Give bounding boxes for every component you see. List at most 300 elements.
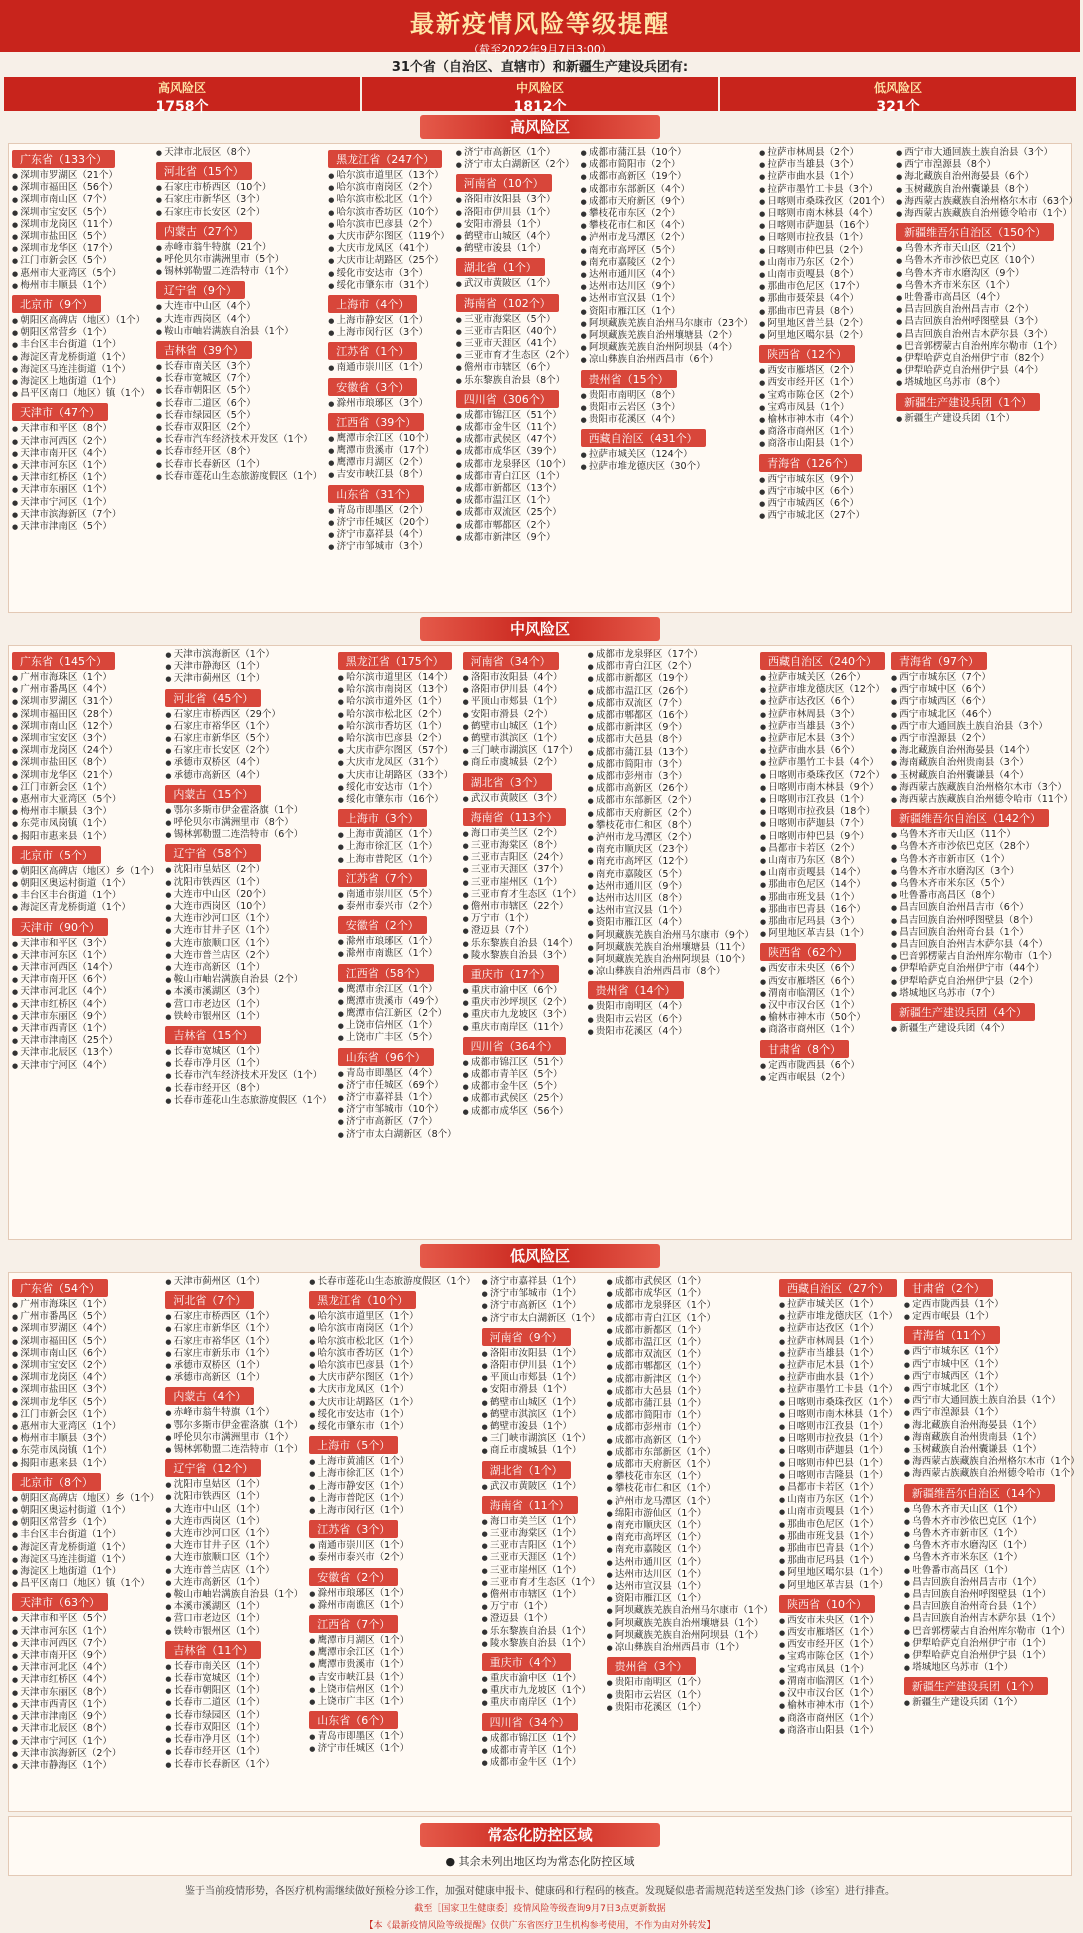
area-item: ● 成都市高新区（19个） <box>581 171 753 183</box>
area-item: ● 日喀则市桑珠孜区（201个） <box>759 196 890 208</box>
area-item: ● 伊犁哈萨克自治州伊宁市（1个） <box>904 1638 1080 1650</box>
area-item: ● 泸州市龙马潭区（1个） <box>607 1496 773 1508</box>
area-item: ● 滁州市南谯区（1个） <box>338 948 457 960</box>
area-item: ● 巴音郭楞蒙古自治州库尔勒市（1个） <box>896 341 1078 353</box>
area-item: ● 新疆生产建设兵团（1个） <box>904 1697 1080 1709</box>
area-item: ● 海淀区上地街道（1个） <box>12 1566 159 1578</box>
province-header: 河北省（7个） <box>165 1291 254 1309</box>
province-header: 江苏省（7个） <box>338 869 427 887</box>
area-item: ● 鹤壁市山城区（4个） <box>456 231 575 243</box>
province-header: 四川省（306个） <box>456 390 559 408</box>
area-item: ● 乌鲁木齐市水磨沟区（1个） <box>904 1540 1080 1552</box>
area-item: ● 济宁市任城区（20个） <box>328 517 449 529</box>
area-item: ● 鹤壁市浚县（1个） <box>482 1421 601 1433</box>
scope-text: 31个省（自治区、直辖市）和新疆生产建设兵团有: <box>391 60 689 75</box>
area-item: ● 长春市绿园区（5个） <box>156 410 322 422</box>
area-item: ● 洛阳市汝阳县（4个） <box>463 672 582 684</box>
area-item: ● 赤峰市翁牛特旗（21个） <box>156 242 322 254</box>
area-item: ● 长春市经开区（1个） <box>165 1746 303 1758</box>
area-item: ● 西安市未央区（1个） <box>779 1615 898 1627</box>
area-item: ● 阿坝藏族羌族自治州壤塘县（11个） <box>588 942 754 954</box>
area-item: ● 朝阳区常营乡（1个） <box>12 327 150 339</box>
area-item: ● 成都市新津区（1个） <box>607 1374 773 1386</box>
area-item: ● 三亚市崖州区（1个） <box>482 1565 601 1577</box>
area-item: ● 绥化市安达市（3个） <box>328 268 449 280</box>
area-item: ● 哈尔滨市香坊区（10个） <box>328 207 449 219</box>
area-item: ● 成都市东部新区（4个） <box>581 184 753 196</box>
province-header: 天津市（90个） <box>12 918 108 936</box>
province-header: 海南省（113个） <box>463 808 566 826</box>
area-item: ● 泸州市龙马潭区（2个） <box>581 232 753 244</box>
province-header: 内蒙古（27个） <box>156 222 252 240</box>
summary-low <box>720 77 1076 115</box>
province-header: 北京市（5个） <box>12 846 101 864</box>
area-item: ● 大连市西岗区（10个） <box>165 901 331 913</box>
area-item: ● 营口市老边区（1个） <box>165 999 331 1011</box>
area-item: ● 攀枝花市仁和区（1个） <box>607 1483 773 1495</box>
area-item: ● 天津市宁河区（1个） <box>12 1736 159 1748</box>
area-item: ● 济宁市嘉祥县（4个） <box>328 529 449 541</box>
area-item: ● 吐鲁番市高昌区（4个） <box>896 292 1078 304</box>
area-item: ● 昌平区南口（地区）镇（1个） <box>12 1578 159 1590</box>
area-item: ● 重庆市九龙坡区（1个） <box>482 1685 601 1697</box>
province-header: 江苏省（3个） <box>309 1520 398 1538</box>
section-title-low: 低风险区 <box>420 1244 660 1268</box>
area-item: ● 三亚市海棠区（5个） <box>456 314 575 326</box>
area-item: ● 鹰潭市贵溪市（1个） <box>309 1659 475 1671</box>
area-item: ● 上饶市广丰区（1个） <box>309 1696 475 1708</box>
area-item: ● 鄂尔多斯市伊金霍洛旗（1个） <box>165 1420 303 1432</box>
summary-label: 中风险区 <box>515 81 564 95</box>
province-header: 贵州省（14个） <box>588 981 684 999</box>
area-item: ● 沈阳市铁西区（1个） <box>165 877 331 889</box>
area-item: ● 平顶山市郏县（1个） <box>482 1372 601 1384</box>
region-column <box>604 1273 776 1775</box>
area-item: ● 南通市崇川区（1个） <box>309 1540 475 1552</box>
area-item: ● 长春市二道区（1个） <box>165 1697 303 1709</box>
area-item: ● 天津市西青区（1个） <box>12 1699 159 1711</box>
section-title-normal: 常态化防控区域 <box>420 1823 660 1847</box>
area-item: ● 乐东黎族自治县（1个） <box>482 1626 601 1638</box>
area-item: ● 天津市北辰区（8个） <box>12 1723 159 1735</box>
area-item: ● 赤峰市翁牛特旗（1个） <box>165 1407 303 1419</box>
area-item: ● 伊犁哈萨克自治州伊宁市（44个） <box>891 963 1073 975</box>
area-item: ● 大连市中山区（20个） <box>165 889 331 901</box>
area-item: ● 昌吉回族自治州呼图壁县（1个） <box>904 1589 1080 1601</box>
area-item: ● 三亚市育才生态区（1个） <box>463 889 582 901</box>
area-item: ● 乌鲁木齐市米东区（1个） <box>896 280 1078 292</box>
area-item: ● 济宁市高新区（1个） <box>482 1300 601 1312</box>
area-item: ● 日喀则市江孜县（1个） <box>760 794 885 806</box>
area-item: ● 阿里地区革吉县（1个） <box>779 1580 898 1592</box>
province-header: 广东省（133个） <box>12 150 115 168</box>
area-item: ● 重庆市九龙坡区（3个） <box>463 1009 582 1021</box>
province-header: 北京市（9个） <box>12 295 101 313</box>
area-item: ● 达州市通川区（9个） <box>588 881 754 893</box>
province-header: 新疆生产建设兵团（1个） <box>904 1677 1048 1695</box>
province-header: 江西省（39个） <box>328 413 424 431</box>
area-item: ● 鹤壁市山城区（1个） <box>463 721 582 733</box>
area-item: ● 南充市顺庆区（23个） <box>588 844 754 856</box>
area-item: ● 丰台区丰台街道（1个） <box>12 890 159 902</box>
area-item: ● 深圳市龙华区（17个） <box>12 243 150 255</box>
area-item: ● 西安市未央区（6个） <box>760 963 885 975</box>
province-header: 内蒙古（4个） <box>165 1387 254 1405</box>
area-item: ● 西宁市城中区（6个） <box>891 684 1073 696</box>
area-item: ● 拉萨市曲水县（1个） <box>779 1372 898 1384</box>
area-item: ● 成都市双流区（25个） <box>456 507 575 519</box>
area-item: ● 上海市闵行区（1个） <box>309 1505 475 1517</box>
area-item: ● 日喀则市吉隆县（1个） <box>779 1470 898 1482</box>
area-item: ● 大连市普兰店区（1个） <box>165 1565 303 1577</box>
area-item: ● 深圳市南山区（7个） <box>12 194 150 206</box>
area-item: ● 日喀则市仲巴县（9个） <box>760 831 885 843</box>
region-column <box>585 646 757 1144</box>
area-item: ● 昌吉回族自治州奇台县（1个） <box>904 1601 1080 1613</box>
area-item: ● 天津市河西区（14个） <box>12 962 159 974</box>
area-item: ● 天津市宁河区（1个） <box>12 497 150 509</box>
area-item: ● 山南市贡嘎县（8个） <box>759 269 890 281</box>
area-item: ● 承德市双桥区（4个） <box>165 757 331 769</box>
area-item: ● 上海市静安区（1个） <box>309 1481 475 1493</box>
area-item: ● 贵阳市花溪区（1个） <box>607 1702 773 1714</box>
area-item: ● 石家庄市长安区（2个） <box>165 745 331 757</box>
area-item: ● 山南市乃东区（2个） <box>759 257 890 269</box>
area-item: ● 天津市和平区（5个） <box>12 1613 159 1625</box>
area-item: ● 拉萨市堆龙德庆区（1个） <box>779 1311 898 1323</box>
area-item: ● 成都市新都区（13个） <box>456 483 575 495</box>
area-item: ● 那曲市尼玛县（3个） <box>760 916 885 928</box>
area-item: ● 澄迈县（7个） <box>463 925 582 937</box>
area-item: ● 铁岭市银州区（1个） <box>165 1011 331 1023</box>
area-item: ● 贵阳市南明区（8个） <box>581 390 753 402</box>
area-item: ● 大庆市萨尔图区（1个） <box>309 1372 475 1384</box>
area-item: ● 贵阳市云岩区（6个） <box>588 1014 754 1026</box>
area-item: ● 那曲市巴青县（16个） <box>760 904 885 916</box>
area-item: ● 成都市双流区（1个） <box>607 1349 773 1361</box>
area-item: ● 济宁市任城区（69个） <box>338 1080 457 1092</box>
area-item: ● 大庆市萨尔图区（119个） <box>328 231 449 243</box>
area-item: ● 长春市经开区（8个） <box>156 446 322 458</box>
area-item: ● 天津市红桥区（4个） <box>12 999 159 1011</box>
province-header: 天津市（63个） <box>12 1593 108 1611</box>
region-column <box>901 1273 1083 1775</box>
area-item: ● 西宁市城中区（6个） <box>759 486 890 498</box>
area-item: ● 拉萨市林周县（2个） <box>759 147 890 159</box>
area-item: ● 儋州市市辖区（22个） <box>463 901 582 913</box>
area-item: ● 泰州市泰兴市（2个） <box>338 901 457 913</box>
high-risk-section <box>8 143 1079 613</box>
area-item: ● 绥化市安达市（1个） <box>338 782 457 794</box>
area-item: ● 商洛市山阳县（1个） <box>759 438 890 450</box>
area-item: ● 资阳市雁江区（1个） <box>581 306 753 318</box>
area-item: ● 成都市蒲江县（1个） <box>607 1398 773 1410</box>
area-item: ● 成都市大邑县（8个） <box>588 734 754 746</box>
area-item: ● 日喀则市萨迦县（7个） <box>760 818 885 830</box>
area-item: ● 拉萨市墨竹工卡县（3个） <box>759 184 890 196</box>
area-item: ● 重庆市南岸区（11个） <box>463 1022 582 1034</box>
area-item: ● 资阳市雁江区（4个） <box>588 917 754 929</box>
area-item: ● 南充市嘉陵区（1个） <box>607 1544 773 1556</box>
province-header: 贵州省（15个） <box>581 370 677 388</box>
area-item: ● 天津市红桥区（1个） <box>12 472 150 484</box>
area-item: ● 拉萨市墨竹工卡县（4个） <box>760 757 885 769</box>
area-item: ● 朝阳区奥运村街道（1个） <box>12 1505 159 1517</box>
area-item: ● 长春市净月区（1个） <box>165 1734 303 1746</box>
area-item: ● 江门市新会区（1个） <box>12 1409 159 1421</box>
area-item: ● 绥化市安达市（1个） <box>309 1409 475 1421</box>
region-column <box>9 1273 162 1775</box>
area-item: ● 日喀则市南木林县（9个） <box>760 782 885 794</box>
area-item: ● 汉中市汉台区（1个） <box>760 1000 885 1012</box>
area-item: ● 攀枝花市东区（1个） <box>607 1471 773 1483</box>
area-item: ● 长春市朝阳区（5个） <box>156 385 322 397</box>
summary-label: 低风险区 <box>873 81 922 95</box>
area-item: ● 海淀区马连洼街道（1个） <box>12 1554 159 1566</box>
area-item: ● 天津市河西区（7个） <box>12 1638 159 1650</box>
area-item: ● 三亚市天涯区（37个） <box>463 864 582 876</box>
area-item: ● 成都市双流区（7个） <box>588 698 754 710</box>
region-column <box>757 646 888 1144</box>
area-item: ● 天津市和平区（8个） <box>12 423 150 435</box>
area-item: ● 昌都市卡若区（2个） <box>760 843 885 855</box>
area-item: ● 成都市新都区（19个） <box>588 673 754 685</box>
area-item: ● 天津市东丽区（1个） <box>12 484 150 496</box>
area-item: ● 鹤壁市浚县（1个） <box>456 243 575 255</box>
area-item: ● 乌鲁木齐市沙依巴克区（28个） <box>891 841 1073 853</box>
area-item: ● 西宁市城西区（6个） <box>759 498 890 510</box>
area-item: ● 洛阳市伊川县（1个） <box>482 1360 601 1372</box>
area-item: ● 南充市高坪区（5个） <box>581 245 753 257</box>
area-item: ● 天津市滨海新区（1个） <box>165 649 331 661</box>
area-item: ● 重庆市南岸区（1个） <box>482 1697 601 1709</box>
area-item: ● 哈尔滨市道里区（1个） <box>309 1311 475 1323</box>
area-item: ● 日喀则市江孜县（1个） <box>779 1421 898 1433</box>
area-item: ● 鹤壁市淇滨区（1个） <box>482 1409 601 1421</box>
area-item: ● 天津市北辰区（13个） <box>12 1047 159 1059</box>
area-item: ● 西安市雁塔区（1个） <box>779 1627 898 1639</box>
area-item: ● 山南市贡嘎县（1个） <box>779 1506 898 1518</box>
region-column <box>578 144 756 556</box>
area-item: ● 陵水黎族自治县（1个） <box>482 1638 601 1650</box>
province-header: 上海市（3个） <box>338 809 427 827</box>
area-item: ● 西安市雁塔区（6个） <box>760 976 885 988</box>
area-item: ● 贵阳市南明区（4个） <box>588 1001 754 1013</box>
province-header: 河南省（34个） <box>463 652 559 670</box>
area-item: ● 济宁市太白湖新区（2个） <box>456 159 575 171</box>
province-header: 新疆生产建设兵团（1个） <box>896 393 1040 411</box>
normal-zone-section <box>8 1816 1072 1876</box>
area-item: ● 大连市沙河口区（1个） <box>165 1528 303 1540</box>
area-item: ● 阿坝藏族羌族自治州壤塘县（1个） <box>607 1618 773 1630</box>
area-item: ● 成都市天府新区（1个） <box>607 1459 773 1471</box>
area-item: ● 广州市番禺区（4个） <box>12 684 159 696</box>
area-item: ● 玉树藏族自治州囊谦县（4个） <box>891 770 1073 782</box>
area-item: ● 绥化市肇东市（16个） <box>338 794 457 806</box>
area-item: ● 重庆市渝中区（1个） <box>482 1673 601 1685</box>
province-header: 辽宁省（12个） <box>165 1459 261 1477</box>
area-item: ● 日喀则市拉孜县（1个） <box>759 232 890 244</box>
normal-zone-text: ● 其余未列出地区均为常态化防控区域 <box>445 1855 635 1868</box>
province-header: 安徽省（2个） <box>309 1568 398 1586</box>
area-item: ● 天津市静海区（1个） <box>165 661 331 673</box>
area-item: ● 洛阳市伊川县（4个） <box>463 684 582 696</box>
area-item: ● 伊犁哈萨克自治州伊宁市（82个） <box>896 353 1078 365</box>
area-item: ● 长春市双阳区（1个） <box>165 1722 303 1734</box>
province-header: 青海省（97个） <box>891 652 987 670</box>
columns <box>9 646 1071 1144</box>
area-item: ● 阿里地区噶尔县（2个） <box>759 330 890 342</box>
area-item: ● 哈尔滨市香坊区（1个） <box>338 721 457 733</box>
area-item: ● 成都市成华区（39个） <box>456 446 575 458</box>
area-item: ● 昌吉回族自治州吉木萨尔县（3个） <box>896 329 1078 341</box>
province-header: 重庆市（17个） <box>463 965 559 983</box>
area-item: ● 那曲市色尼区（14个） <box>760 879 885 891</box>
area-item: ● 昌吉回族自治州呼图壁县（3个） <box>896 316 1078 328</box>
area-item: ● 吉安市峡江县（1个） <box>309 1672 475 1684</box>
area-item: ● 大连市高新区（1个） <box>165 962 331 974</box>
area-item: ● 深圳市福田区（56个） <box>12 182 150 194</box>
area-item: ● 深圳市盐田区（3个） <box>12 1384 159 1396</box>
area-item: ● 长春市汽车经济技术开发区（1个） <box>165 1070 331 1082</box>
area-item: ● 玉树藏族自治州囊谦县（1个） <box>904 1444 1080 1456</box>
area-item: ● 石家庄市桥西区（29个） <box>165 709 331 721</box>
source-note: 截至［国家卫生健康委］疫情风险等级查询9月7日3点更新数据 <box>414 1904 666 1914</box>
area-item: ● 那曲市色尼区（17个） <box>759 281 890 293</box>
area-item: ● 昌吉回族自治州昌吉市（1个） <box>904 1577 1080 1589</box>
area-item: ● 成都市简阳市（3个） <box>588 759 754 771</box>
region-column <box>756 144 893 556</box>
area-item: ● 滁州市琅琊区（1个） <box>309 1588 475 1600</box>
area-item: ● 上海市普陀区（1个） <box>338 854 457 866</box>
area-item: ● 日喀则市拉孜县（1个） <box>779 1433 898 1445</box>
area-item: ● 天津市蓟州区（1个） <box>165 673 331 685</box>
area-item: ● 新疆生产建设兵团（1个） <box>896 413 1078 425</box>
area-item: ● 三亚市海棠区（8个） <box>463 840 582 852</box>
area-item: ● 成都市郫都区（1个） <box>607 1361 773 1373</box>
area-item: ● 天津市津南区（5个） <box>12 521 150 533</box>
area-item: ● 深圳市罗湖区（4个） <box>12 1323 159 1335</box>
area-item: ● 达州市通川区（4个） <box>581 269 753 281</box>
area-item: ● 商丘市虞城县（1个） <box>482 1445 601 1457</box>
region-column <box>888 646 1076 1144</box>
region-column <box>460 646 585 1144</box>
mid-risk-section <box>8 645 1072 1240</box>
area-item: ● 大连市甘井子区（1个） <box>165 925 331 937</box>
area-item: ● 天津市东丽区（9个） <box>12 1011 159 1023</box>
area-item: ● 大连市西岗区（1个） <box>165 1516 303 1528</box>
province-header: 陕西省（10个） <box>779 1595 875 1613</box>
area-item: ● 鹰潭市贵溪市（49个） <box>338 996 457 1008</box>
area-item: ● 日喀则市桑珠孜区（72个） <box>760 770 885 782</box>
area-item: ● 拉萨市当雄县（3个） <box>760 721 885 733</box>
area-item: ● 渭南市临渭区（1个） <box>779 1676 898 1688</box>
region-column <box>453 144 578 556</box>
area-item: ● 上海市徐汇区（1个） <box>338 841 457 853</box>
area-item: ● 伊犁哈萨克自治州伊宁县（4个） <box>896 365 1078 377</box>
area-item: ● 深圳市罗湖区（31个） <box>12 696 159 708</box>
area-item: ● 泰州市泰兴市（2个） <box>309 1552 475 1564</box>
area-item: ● 海北藏族自治州海晏县（14个） <box>891 745 1073 757</box>
area-item: ● 凉山彝族自治州西昌市（6个） <box>581 354 753 366</box>
area-item: ● 成都市锦江区（51个） <box>463 1057 582 1069</box>
area-item: ● 西宁市大通回族土族自治县（1个） <box>904 1395 1080 1407</box>
area-item: ● 呼伦贝尔市满洲里市（8个） <box>165 817 331 829</box>
area-item: ● 深圳市龙岗区（11个） <box>12 219 150 231</box>
area-item: ● 昌吉回族自治州吉木萨尔县（4个） <box>891 939 1073 951</box>
region-column <box>335 646 460 1144</box>
area-item: ● 昌吉回族自治州昌吉市（6个） <box>891 902 1073 914</box>
area-item: ● 鹰潭市余江区（1个） <box>309 1647 475 1659</box>
province-header: 广东省（54个） <box>12 1279 108 1297</box>
area-item: ● 商丘市虞城县（2个） <box>463 757 582 769</box>
area-item: ● 成都市金牛区（5个） <box>463 1081 582 1093</box>
province-header: 湖北省（1个） <box>456 258 545 276</box>
area-item: ● 商洛市商州区（1个） <box>759 426 890 438</box>
area-item: ● 攀枝花市东区（2个） <box>581 208 753 220</box>
area-item: ● 惠州市大亚湾区（5个） <box>12 794 159 806</box>
area-item: ● 石家庄市新华区（3个） <box>156 194 322 206</box>
area-item: ● 海西蒙古族藏族自治州格尔木市（63个） <box>896 196 1078 208</box>
area-item: ● 长春市莲花山生态旅游度假区（1个） <box>309 1276 475 1288</box>
area-item: ● 乐东黎族自治县（14个） <box>463 938 582 950</box>
area-item: ● 哈尔滨市巴彦县（2个） <box>328 219 449 231</box>
area-item: ● 阿坝藏族羌族自治州壤塘县（2个） <box>581 330 753 342</box>
area-item: ● 达州市宣汉县（1个） <box>581 293 753 305</box>
area-item: ● 山南市乃东区（8个） <box>760 855 885 867</box>
summary-high <box>4 77 362 115</box>
summary-count: 321个 <box>876 99 920 115</box>
area-item: ● 西宁市城西区（1个） <box>904 1371 1080 1383</box>
province-header: 河南省（10个） <box>456 174 552 192</box>
area-item: ● 西宁市湟源县（8个） <box>896 159 1078 171</box>
area-item: ● 青岛市即墨区（1个） <box>309 1731 475 1743</box>
area-item: ● 成都市温江区（1个） <box>607 1337 773 1349</box>
area-item: ● 澄迈县（1个） <box>482 1613 601 1625</box>
area-item: ● 贵阳市云岩区（3个） <box>581 402 753 414</box>
province-header: 黑龙江省（10个） <box>309 1291 416 1309</box>
area-item: ● 揭阳市惠来县（1个） <box>12 831 159 843</box>
area-item: ● 石家庄市裕华区（1个） <box>165 721 331 733</box>
area-item: ● 安阳市滑县（1个） <box>482 1384 601 1396</box>
area-item: ● 西宁市大通回族土族自治县（3个） <box>891 721 1073 733</box>
area-item: ● 洛阳市汝阳县（3个） <box>456 194 575 206</box>
area-item: ● 拉萨市曲水县（6个） <box>760 745 885 757</box>
area-item: ● 长春市莲花山生态旅游度假区（1个） <box>165 1095 331 1107</box>
area-item: ● 成都市武侯区（47个） <box>456 434 575 446</box>
area-item: ● 深圳市盐田区（5个） <box>12 231 150 243</box>
area-item: ● 阿里地区普兰县（2个） <box>759 318 890 330</box>
area-item: ● 深圳市龙岗区（4个） <box>12 1372 159 1384</box>
area-item: ● 那曲市班戈县（1个） <box>779 1531 898 1543</box>
area-item: ● 西安市经开区（1个） <box>759 377 890 389</box>
area-item: ● 长春市长春新区（1个） <box>165 1759 303 1771</box>
area-item: ● 青岛市即墨区（4个） <box>338 1068 457 1080</box>
area-item: ● 阿坝藏族羌族自治州阿坝县（1个） <box>607 1630 773 1642</box>
area-item: ● 呼伦贝尔市满洲里市（5个） <box>156 254 322 266</box>
province-header: 河北省（45个） <box>165 689 261 707</box>
area-item: ● 成都市温江区（1个） <box>456 495 575 507</box>
area-item: ● 成都市青白江区（2个） <box>588 661 754 673</box>
area-item: ● 海口市美兰区（2个） <box>463 828 582 840</box>
area-item: ● 长春市宽城区（1个） <box>165 1046 331 1058</box>
area-item: ● 拉萨市城关区（26个） <box>760 672 885 684</box>
area-item: ● 拉萨市堆龙德庆区（12个） <box>760 684 885 696</box>
area-item: ● 乌鲁木齐市新市区（1个） <box>904 1528 1080 1540</box>
area-item: ● 阿里地区噶尔县（1个） <box>779 1567 898 1579</box>
area-item: ● 朝阳区高碑店（地区）乡（1个） <box>12 866 159 878</box>
area-item: ● 成都市武侯区（25个） <box>463 1093 582 1105</box>
